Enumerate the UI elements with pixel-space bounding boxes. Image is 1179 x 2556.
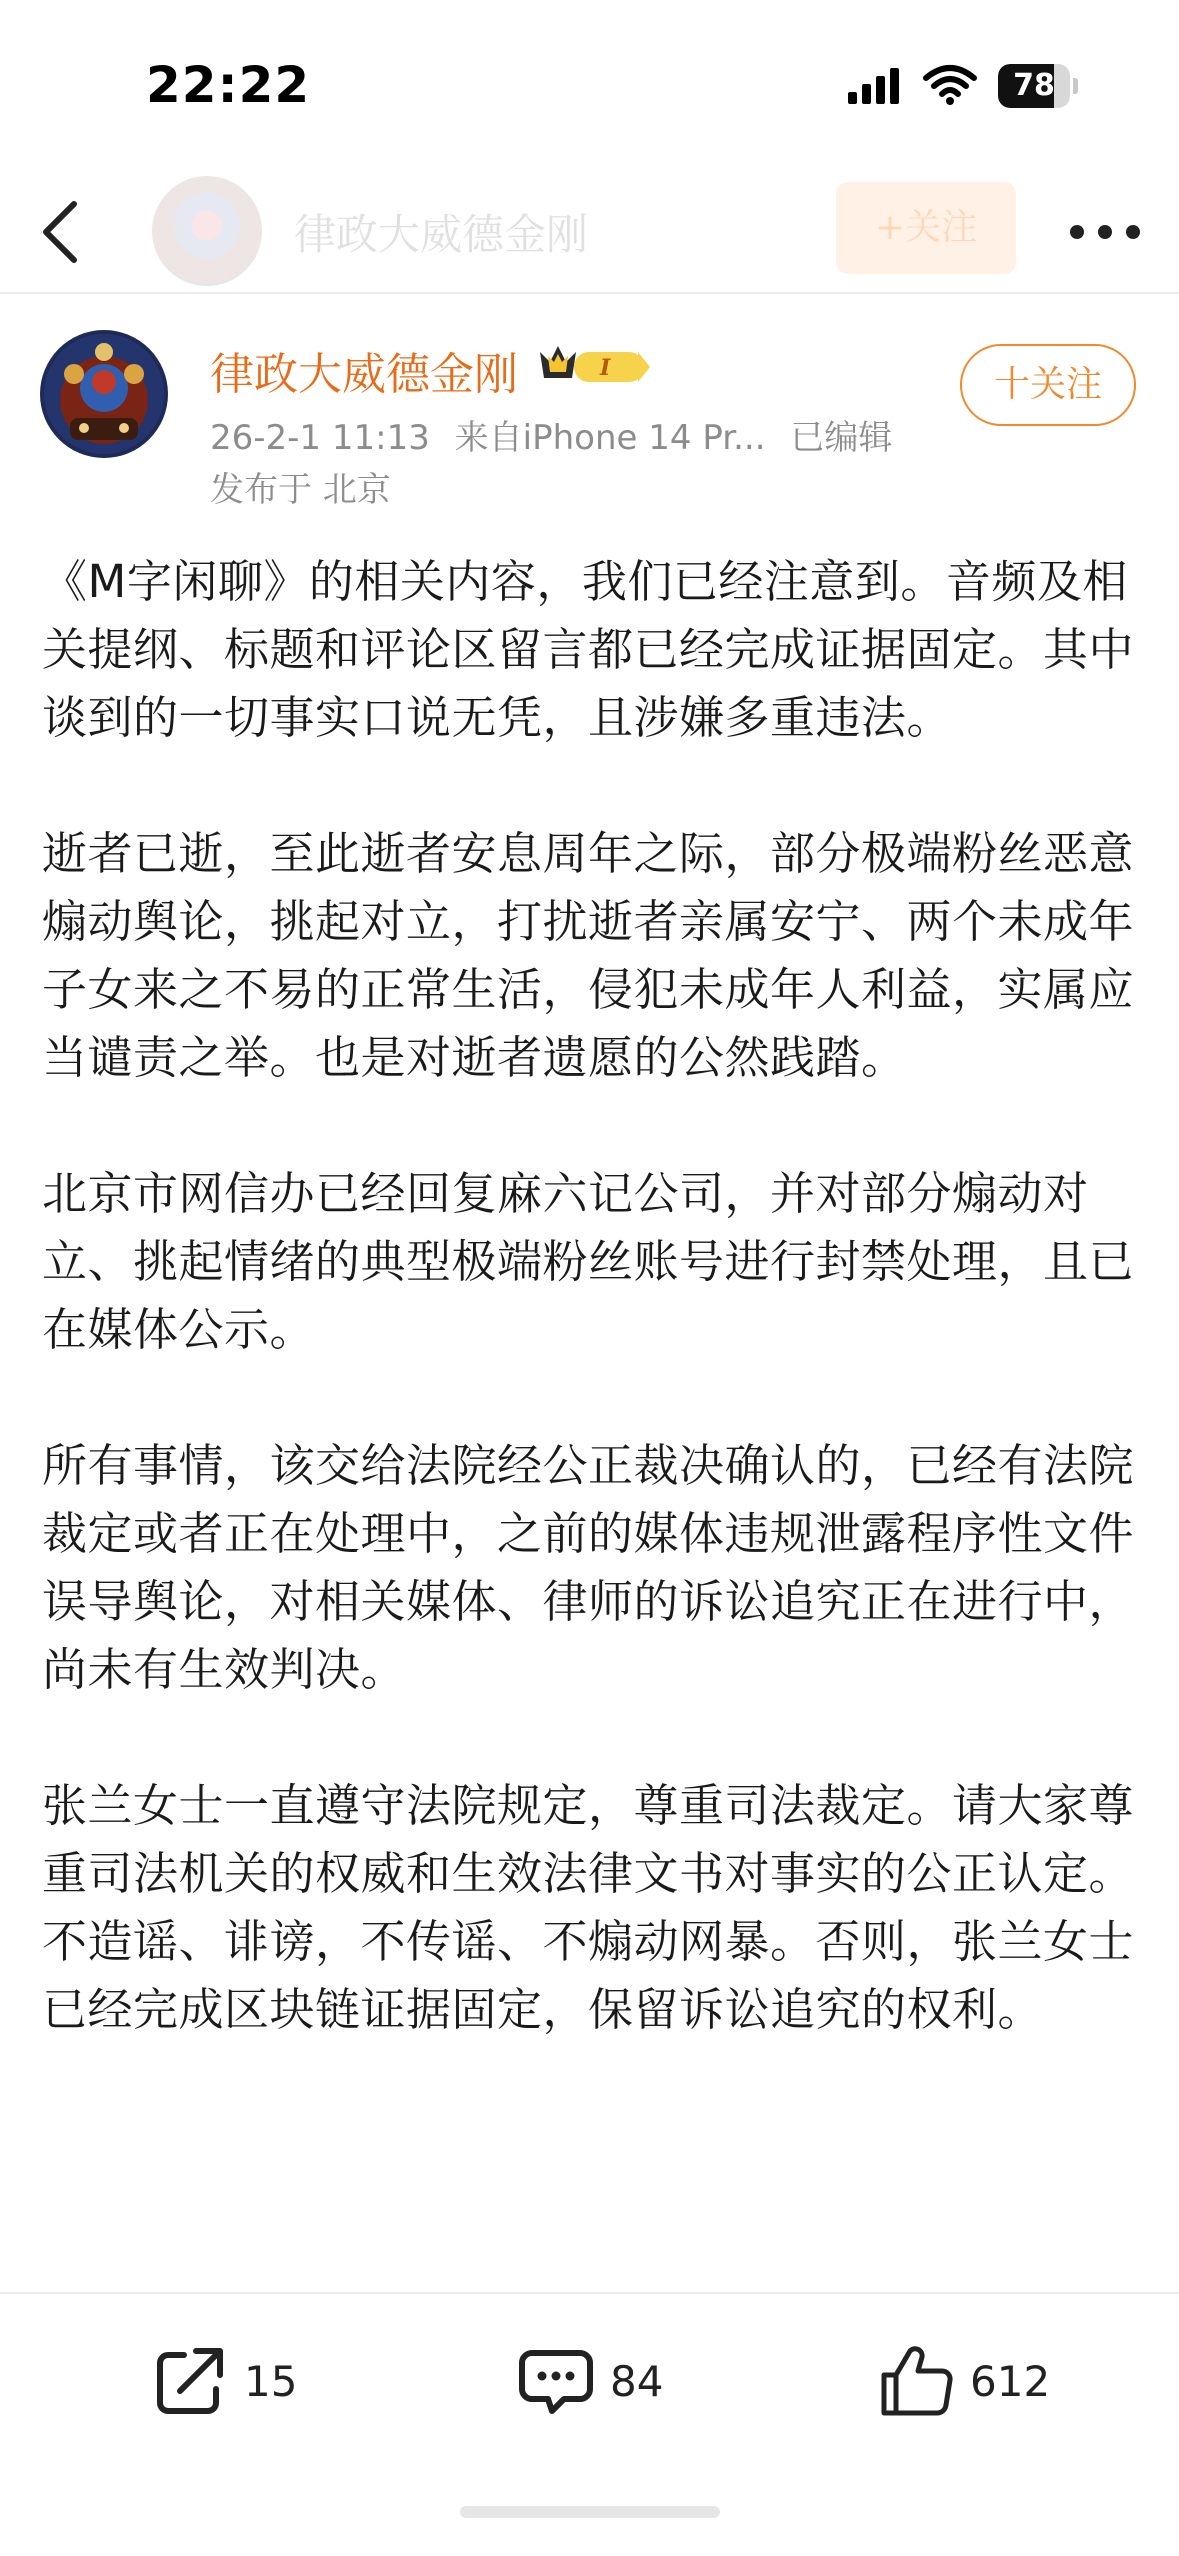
nav-title: 律政大威德金刚 — [294, 210, 589, 259]
author-avatar[interactable] — [40, 330, 168, 458]
post-paragraph: 所有事情，该交给法院经公正裁决确认的，已经有法院裁定或者正在处理中，之前的媒体违规泄露程序性文件误导舆论，对相关媒体、律师的诉讼追究正在进行中，尚未有生效判决。 — [42, 1439, 1135, 1696]
battery-level: 78 — [1013, 68, 1055, 103]
share-icon — [150, 2341, 230, 2421]
post-paragraph: 《M字闲聊》的相关内容，我们已经注意到。音频及相关提纲、标题和评论区留言都已经完成证据固定。其中谈到的一切事实口说无凭，且涉嫌多重违法。 — [42, 555, 1135, 744]
home-indicator — [460, 2506, 720, 2518]
follow-button[interactable]: 十关注 — [960, 344, 1136, 426]
comment-icon — [516, 2341, 596, 2421]
post-timestamp: 26-2-1 11:13 — [210, 418, 430, 458]
status-bar — [0, 0, 1179, 170]
post-location: 发布于 北京 — [210, 470, 391, 510]
like-button[interactable] — [876, 2336, 1050, 2426]
author-name[interactable]: 律政大威德金刚 — [210, 349, 518, 400]
like-count: 612 — [970, 2356, 1051, 2406]
post-source: 来自iPhone 14 Pr... — [454, 418, 766, 458]
comment-count: 84 — [610, 2356, 664, 2406]
nav-bar — [0, 170, 1179, 294]
avatar-image — [40, 330, 168, 458]
battery-icon — [998, 64, 1078, 108]
comment-button[interactable] — [516, 2336, 663, 2426]
more-icon[interactable] — [1060, 194, 1150, 270]
back-icon[interactable] — [24, 192, 104, 272]
post-paragraph: 逝者已逝，至此逝者安息周年之际，部分极端粉丝恶意煽动舆论，挑起对立，打扰逝者亲属安宁、两个未成年子女来之不易的正常生活，侵犯未成年人利益，实属应当谴责之举。也是对逝者遗愿的公然践踏。 — [42, 827, 1135, 1084]
post-paragraph: 张兰女士一直遵守法院规定，尊重司法裁定。请大家尊重司法机关的权威和生效法律文书对事实的公正认定。不造谣、诽谤，不传谣、不煽动网暴。否则，张兰女士已经完成区块链证据固定，保留诉讼追究的权利。 — [42, 1779, 1135, 2036]
action-bar — [0, 2292, 1179, 2464]
share-count: 15 — [244, 2356, 298, 2406]
post-edited-flag[interactable]: 已编辑 — [790, 418, 893, 458]
post-paragraph: 北京市网信办已经回复麻六记公司，并对部分煽动对立、挑起情绪的典型极端粉丝账号进行封禁处理，且已在媒体公示。 — [42, 1167, 1135, 1356]
post-meta — [210, 410, 906, 459]
status-time: 22:22 — [146, 56, 311, 114]
signal-icon — [846, 66, 906, 106]
vip-badge-text: I — [600, 355, 611, 381]
thumbs-up-icon — [876, 2341, 956, 2421]
wifi-icon — [922, 64, 978, 106]
nav-follow-button[interactable]: +关注 — [836, 182, 1016, 274]
share-button[interactable] — [150, 2336, 297, 2426]
post-body — [42, 548, 1142, 2044]
vip-crown-badge-icon[interactable] — [534, 338, 654, 394]
nav-avatar[interactable] — [152, 176, 262, 286]
